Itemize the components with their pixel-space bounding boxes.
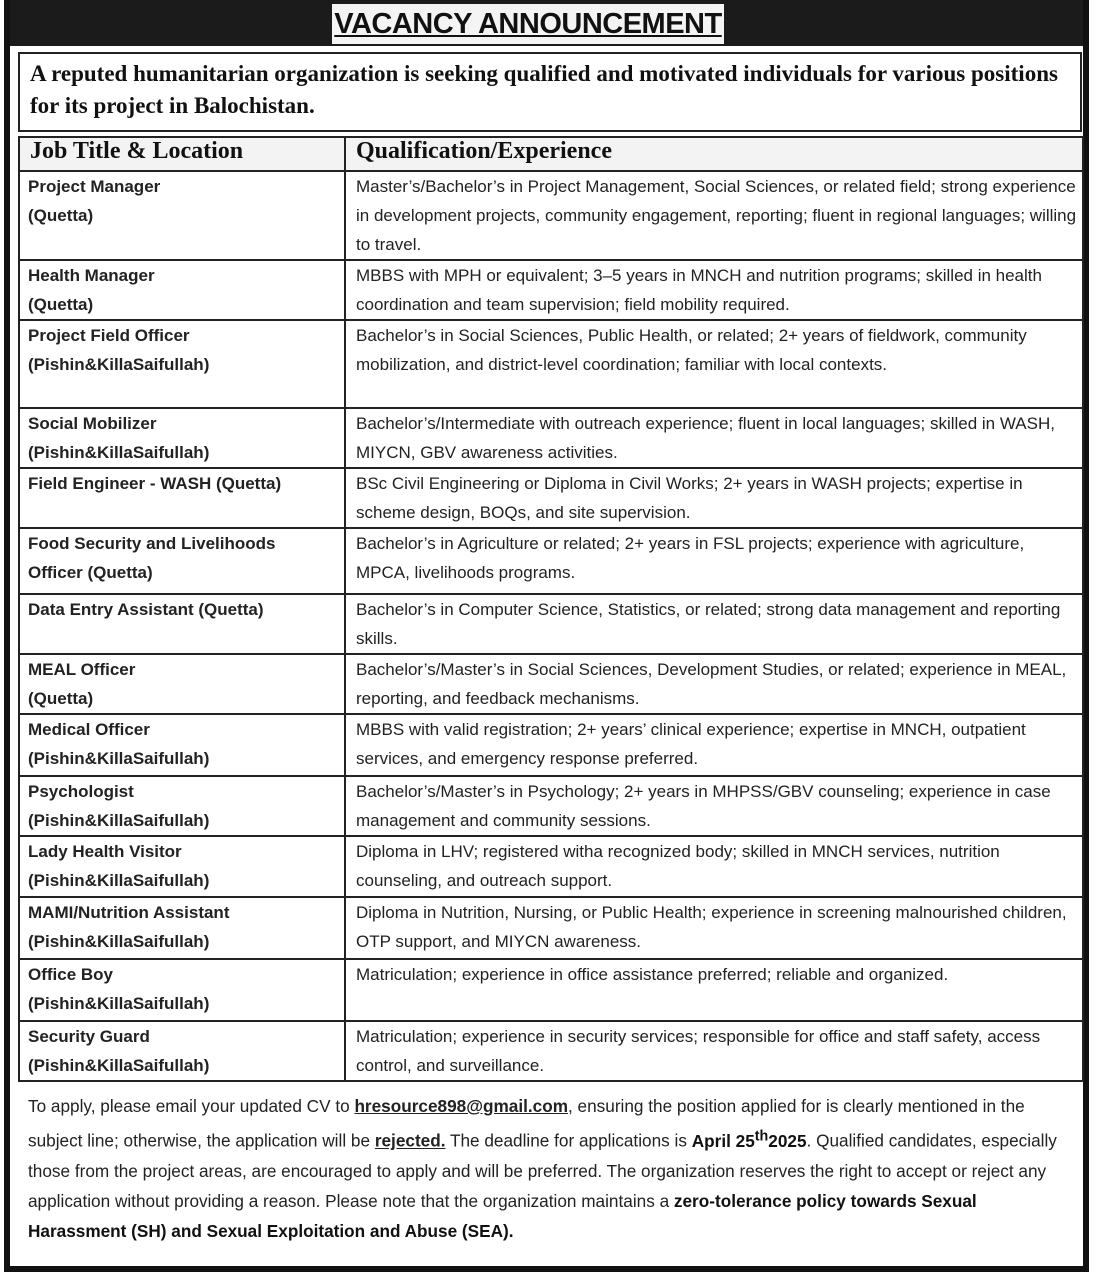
vacancy-table (18, 136, 1084, 1082)
qualification-cell: MBBS with valid registration; 2+ years’ clinical experience; expertise in MNCH, outpatient services, and emergency response preferred. (345, 714, 1083, 776)
job-location: (Pishin&KillaSaifullah) (28, 871, 210, 890)
column-header-job: Job Title & Location (19, 137, 345, 171)
qualification-cell: Bachelor’s/Intermediate with outreach experience; fluent in local languages; skilled in WASH, MIYCN, GBV awareness activities. (345, 408, 1083, 468)
job-title-cell (19, 408, 345, 468)
job-title-cell (19, 897, 345, 959)
job-location: (Pishin&KillaSaifullah) (28, 443, 210, 462)
job-location: (Pishin&KillaSaifullah) (28, 932, 210, 951)
job-title: Medical Officer (28, 720, 150, 739)
intro-paragraph: A reputed humanitarian organization is seeking qualified and motivated individuals for various positions for its project in Balochistan. (18, 52, 1082, 132)
table-row (19, 320, 1083, 408)
vacancy-announcement-page (4, 0, 1089, 1272)
job-location: (Quetta) (28, 295, 94, 314)
qualification-cell: Matriculation; experience in office assistance preferred; reliable and organized. (345, 959, 1083, 1021)
job-location: (Pishin&KillaSaifullah) (28, 355, 210, 374)
deadline-date: April 25th2025 (691, 1128, 807, 1151)
job-title-cell (19, 468, 345, 528)
job-title: Project Manager (28, 177, 161, 196)
job-title-cell (19, 836, 345, 897)
qualification-cell: Bachelor’s in Agriculture or related; 2+ years in FSL projects; experience with agriculture, MPCA, livelihoods programs. (345, 528, 1083, 594)
job-title-cell (19, 528, 345, 594)
qualification-cell: Diploma in Nutrition, Nursing, or Public Health; experience in screening malnourished children, OTP support, and MIYCN awareness. (345, 897, 1083, 959)
job-title-cell (19, 594, 345, 654)
job-location: (Quetta) (28, 206, 94, 225)
table-row (19, 408, 1083, 468)
zero-tolerance-policy: zero-tolerance policy towards Sexual Harassment (SH) and Sexual Exploitation and Abuse (SEA). (28, 1190, 977, 1241)
rejected-notice: rejected. (374, 1130, 446, 1151)
job-location: (Quetta) (28, 689, 94, 708)
footer-text: To apply, please email your updated CV to (28, 1096, 355, 1116)
table-row (19, 468, 1083, 528)
job-title: Health Manager (28, 266, 155, 285)
page-title: VACANCY ANNOUNCEMENT (332, 4, 724, 44)
job-title-cell (19, 171, 345, 260)
job-title-cell (19, 320, 345, 408)
qualification-cell: Master’s/Bachelor’s in Project Management, Social Sciences, or related field; strong experience in development projects, community engagement, reporting; fluent in regional languages; willing to travel. (345, 171, 1083, 260)
footer-text: The deadline for applications is (445, 1130, 692, 1151)
job-title: Lady Health Visitor (28, 842, 182, 861)
application-instructions (18, 1086, 1082, 1266)
job-title: Security Guard (28, 1027, 150, 1046)
job-title-cell (19, 776, 345, 836)
qualification-cell: MBBS with MPH or equivalent; 3–5 years in MNCH and nutrition programs; skilled in health coordination and team supervision; field mobility required. (345, 260, 1083, 320)
table-row (19, 959, 1083, 1021)
table-row (19, 594, 1083, 654)
job-title-cell (19, 714, 345, 776)
job-title-cell (19, 1021, 345, 1081)
table-row (19, 260, 1083, 320)
column-header-qualification: Qualification/Experience (345, 137, 1083, 171)
footer-text: , ensuring the position applied for is clearly mentioned in the subject line; otherwise, the application will be (28, 1096, 1025, 1151)
qualification-cell: Bachelor’s in Computer Science, Statistics, or related; strong data management and reporting skills. (345, 594, 1083, 654)
job-location: (Pishin&KillaSaifullah) (28, 811, 210, 830)
table-row (19, 654, 1083, 714)
job-title: Project Field Officer (28, 326, 190, 345)
contact-email-link[interactable]: hresource898@gmail.com (354, 1096, 568, 1116)
job-title: Food Security and Livelihoods (28, 534, 276, 553)
qualification-cell: Bachelor’s/Master’s in Psychology; 2+ years in MHPSS/GBV counseling; experience in case management and community sessions. (345, 776, 1083, 836)
job-title-cell (19, 959, 345, 1021)
table-row (19, 528, 1083, 594)
job-title: Data Entry Assistant (Quetta) (28, 600, 264, 619)
qualification-cell: Diploma in LHV; registered witha recognized body; skilled in MNCH services, nutrition counseling, and outreach support. (345, 836, 1083, 897)
qualification-cell: BSc Civil Engineering or Diploma in Civil Works; 2+ years in WASH projects; expertise in scheme design, BOQs, and site supervision. (345, 468, 1083, 528)
job-title: MEAL Officer (28, 660, 136, 679)
job-title-cell (19, 654, 345, 714)
qualification-cell: Bachelor’s/Master’s in Social Sciences, Development Studies, or related; experience in MEAL, reporting, and feedback mechanisms. (345, 654, 1083, 714)
qualification-cell: Bachelor’s in Social Sciences, Public Health, or related; 2+ years of fieldwork, community mobilization, and district-level coordination; familiar with local contexts. (345, 320, 1083, 408)
vacancy-table-body (19, 171, 1083, 1081)
job-location: Officer (Quetta) (28, 563, 153, 582)
job-title: Social Mobilizer (28, 414, 157, 433)
qualification-cell: Matriculation; experience in security services; responsible for office and staff safety, access control, and surveillance. (345, 1021, 1083, 1081)
table-row (19, 1021, 1083, 1081)
table-row (19, 776, 1083, 836)
table-row (19, 836, 1083, 897)
job-location: (Pishin&KillaSaifullah) (28, 749, 210, 768)
table-row (19, 714, 1083, 776)
job-title: Office Boy (28, 965, 114, 984)
table-header-row (19, 137, 1083, 171)
job-title: Field Engineer - WASH (Quetta) (28, 474, 282, 493)
footer-text: . Qualified candidates, especially those from the project areas, are encouraged to apply and will be preferred. The organization reserves the right to accept or reject any application without providing a reason. Please note that the organization maintains a (28, 1130, 1057, 1211)
job-location: (Pishin&KillaSaifullah) (28, 1056, 210, 1075)
job-title-cell (19, 260, 345, 320)
table-row (19, 171, 1083, 260)
job-location: (Pishin&KillaSaifullah) (28, 994, 210, 1013)
job-title: Psychologist (28, 782, 134, 801)
job-title: MAMI/Nutrition Assistant (28, 903, 230, 922)
table-row (19, 897, 1083, 959)
